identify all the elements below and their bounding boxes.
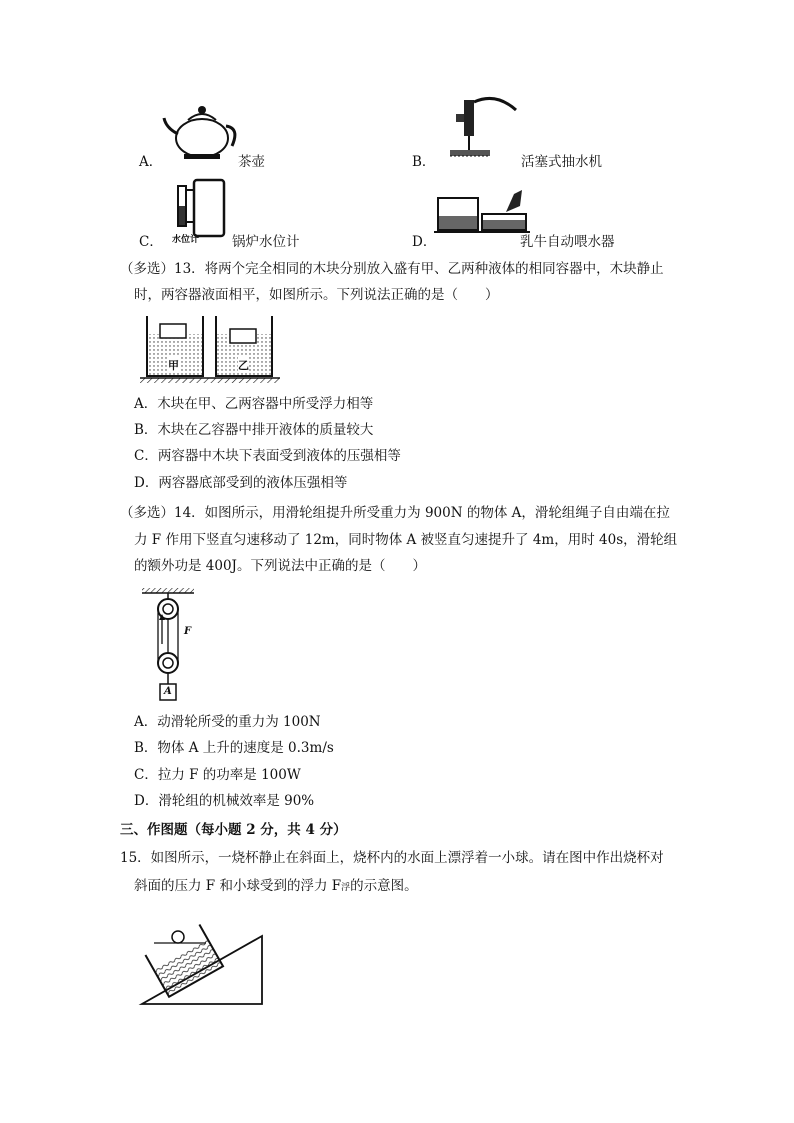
q15-stem-line2-a: 斜面的压力 F 和小球受到的浮力 F bbox=[134, 878, 342, 894]
q13-option-a: A．木块在甲、乙两容器中所受浮力相等 bbox=[134, 396, 374, 412]
q12-option-c-letter: C． bbox=[139, 234, 163, 250]
q14-option-b: B．物体 A 上升的速度是 0.3m/s bbox=[134, 740, 334, 756]
q13-fig-label-yi: 乙 bbox=[238, 359, 249, 372]
q13-option-c: C．两容器中木块下表面受到液体的压强相等 bbox=[134, 448, 401, 464]
q12-fig-c-label: 水位计 bbox=[172, 235, 200, 245]
q15-subscript-fu: 浮 bbox=[341, 883, 351, 893]
section-3-title: 三、作图题（每小题 2 分，共 4 分） bbox=[120, 822, 347, 838]
q13-stem-line2: 时，两容器液面相平，如图所示。下列说法正确的是（ ） bbox=[134, 287, 499, 303]
q13-stem-line1: （多选）13．将两个完全相同的木块分别放入盛有甲、乙两种液体的相同容器中，木块静止 bbox=[120, 261, 664, 277]
q15-stem-line1: 15．如图所示，一烧杯静止在斜面上，烧杯内的水面上漂浮着一小球。请在图中作出烧杯对 bbox=[120, 850, 664, 866]
q12-option-b-letter: B． bbox=[412, 154, 436, 170]
q14-stem-line2: 力 F 作用下竖直匀速移动了 12m，同时物体 A 被竖直匀速提升了 4m，用时 40s，滑轮组 bbox=[134, 532, 678, 548]
q15-incline-beaker-figure bbox=[140, 924, 270, 1010]
q13-option-b: B．木块在乙容器中排开液体的质量较大 bbox=[134, 422, 374, 438]
q14-option-a: A．动滑轮所受的重力为 100N bbox=[134, 714, 321, 730]
q14-fig-label-f: F bbox=[184, 626, 192, 637]
q13-option-d: D．两容器底部受到的液体压强相等 bbox=[134, 475, 348, 491]
q15-stem-line2 bbox=[134, 876, 418, 898]
q12-option-c-text: 锅炉水位计 bbox=[232, 234, 300, 250]
piston-pump-figure bbox=[436, 92, 520, 162]
q13-containers-figure bbox=[140, 312, 280, 384]
q12-option-d-letter: D． bbox=[412, 234, 437, 250]
q14-stem-line1: （多选）14．如图所示，用滑轮组提升所受重力为 900N 的物体 A，滑轮组绳子自由端在拉 bbox=[120, 505, 670, 521]
cow-waterer-figure bbox=[434, 186, 530, 242]
q12-option-b-text: 活塞式抽水机 bbox=[521, 154, 602, 170]
teapot-figure bbox=[160, 98, 240, 164]
q12-option-a-letter: A． bbox=[139, 154, 163, 170]
q12-option-d-text: 乳牛自动喂水器 bbox=[520, 234, 615, 250]
q15-stem-line2-b: 的示意图。 bbox=[350, 878, 418, 894]
q14-stem-line3: 的额外功是 400J。下列说法中正确的是（ ） bbox=[134, 558, 426, 574]
boiler-gauge-figure bbox=[172, 176, 234, 240]
q14-fig-label-a: A bbox=[164, 686, 172, 697]
q14-option-d: D．滑轮组的机械效率是 90% bbox=[134, 793, 315, 809]
q12-option-a-text: 茶壶 bbox=[238, 154, 265, 170]
q13-fig-label-jia: 甲 bbox=[168, 359, 179, 372]
q14-option-c: C．拉力 F 的功率是 100W bbox=[134, 767, 301, 783]
